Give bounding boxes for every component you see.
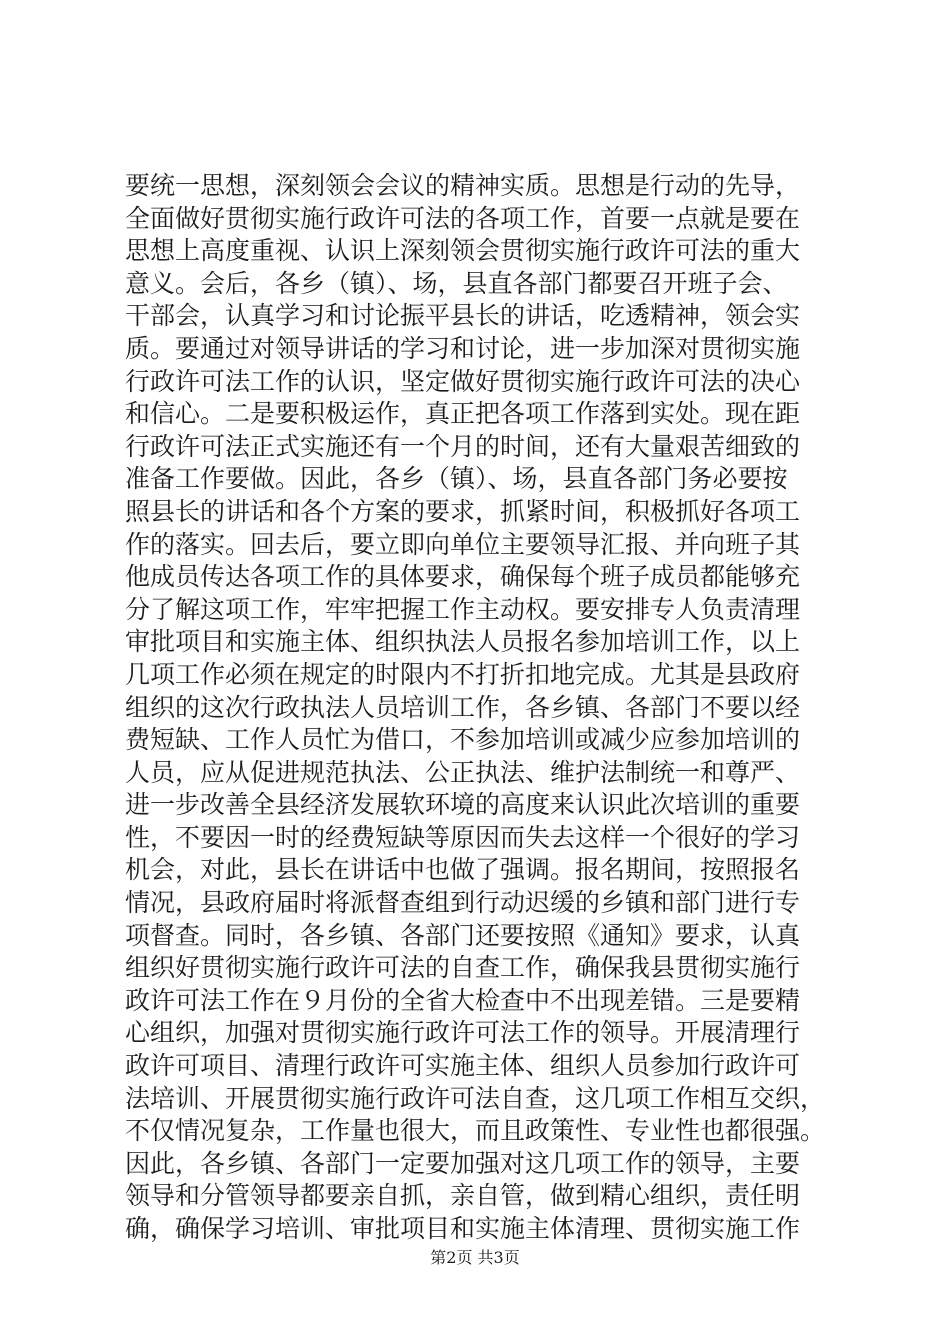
text-line: 意义。会后，各乡（镇）、场，县直各部门都要召开班子会、	[125, 268, 788, 298]
text-line: 不仅情况复杂，工作量也很大，而且政策性、专业性也都很强。	[125, 1116, 826, 1146]
text-line: 情况，县政府届时将派督查组到行动迟缓的乡镇和部门进行专	[125, 888, 801, 918]
text-line: 政许可项目、清理行政许可实施主体、组织人员参加行政许可	[125, 1051, 801, 1081]
page-number-footer: 第2页 共3页	[430, 1248, 520, 1267]
text-line: 干部会，认真学习和讨论振平县长的讲话，吃透精神，领会实	[125, 301, 801, 331]
text-line: 思想上高度重视、认识上深刻领会贯彻实施行政许可法的重大	[125, 236, 801, 266]
text-line: 照县长的讲话和各个方案的要求，抓紧时间，积极抓好各项工	[125, 496, 801, 526]
text-line: 作的落实。回去后，要立即向单位主要领导汇报、并向班子其	[125, 529, 801, 559]
text-line: 进一步改善全县经济发展软环境的高度来认识此次培训的重要	[125, 790, 801, 820]
text-line: 几项工作必须在规定的时限内不打折扣地完成。尤其是县政府	[125, 659, 801, 689]
text-line: 行政许可法正式实施还有一个月的时间，还有大量艰苦细致的	[125, 431, 801, 461]
text-line: 他成员传达各项工作的具体要求，确保每个班子成员都能够充	[125, 562, 801, 592]
text-line: 和信心。二是要积极运作，真正把各项工作落到实处。现在距	[125, 399, 801, 429]
text-line: 组织好贯彻实施行政许可法的自查工作，确保我县贯彻实施行	[125, 953, 801, 983]
text-line: 因此，各乡镇、各部门一定要加强对这几项工作的领导，主要	[125, 1148, 801, 1178]
body-text	[125, 170, 865, 1246]
text-line: 费短缺、工作人员忙为借口，不参加培训或减少应参加培训的	[125, 725, 801, 755]
text-line: 组织的这次行政执法人员培训工作，各乡镇、各部门不要以经	[125, 692, 801, 722]
text-line: 准备工作要做。因此，各乡（镇）、场，县直各部门务必要按	[125, 464, 788, 494]
text-line: 质。要通过对领导讲话的学习和讨论，进一步加深对贯彻实施	[125, 333, 801, 363]
text-line: 项督查。同时，各乡镇、各部门还要按照《通知》要求，认真	[125, 920, 801, 950]
text-line: 全面做好贯彻实施行政许可法的各项工作，首要一点就是要在	[125, 203, 801, 233]
text-line: 要统一思想，深刻领会会议的精神实质。思想是行动的先导，	[125, 171, 801, 200]
text-line: 机会，对此，县长在讲话中也做了强调。报名期间，按照报名	[125, 855, 801, 885]
text-line: 人员，应从促进规范执法、公正执法、维护法制统一和尊严、	[125, 757, 801, 787]
text-line: 法培训、开展贯彻实施行政许可法自查，这几项工作相互交织，	[125, 1083, 826, 1113]
text-line: 分了解这项工作，牢牢把握工作主动权。要安排专人负责清理	[125, 594, 801, 624]
text-line: 政许可法工作在９月份的全省大检查中不出现差错。三是要精	[125, 985, 801, 1015]
text-line: 行政许可法工作的认识，坚定做好贯彻实施行政许可法的决心	[125, 366, 801, 396]
text-line: 性，不要因一时的经费短缺等原因而失去这样一个很好的学习	[125, 822, 801, 852]
text-line: 确，确保学习培训、审批项目和实施主体清理、贯彻实施工作	[125, 1214, 801, 1243]
text-line: 领导和分管领导都要亲自抓，亲自管，做到精心组织，责任明	[125, 1181, 801, 1211]
text-line: 审批项目和实施主体、组织执法人员报名参加培训工作，以上	[125, 627, 801, 657]
text-line: 心组织，加强对贯彻实施行政许可法工作的领导。开展清理行	[125, 1018, 801, 1048]
